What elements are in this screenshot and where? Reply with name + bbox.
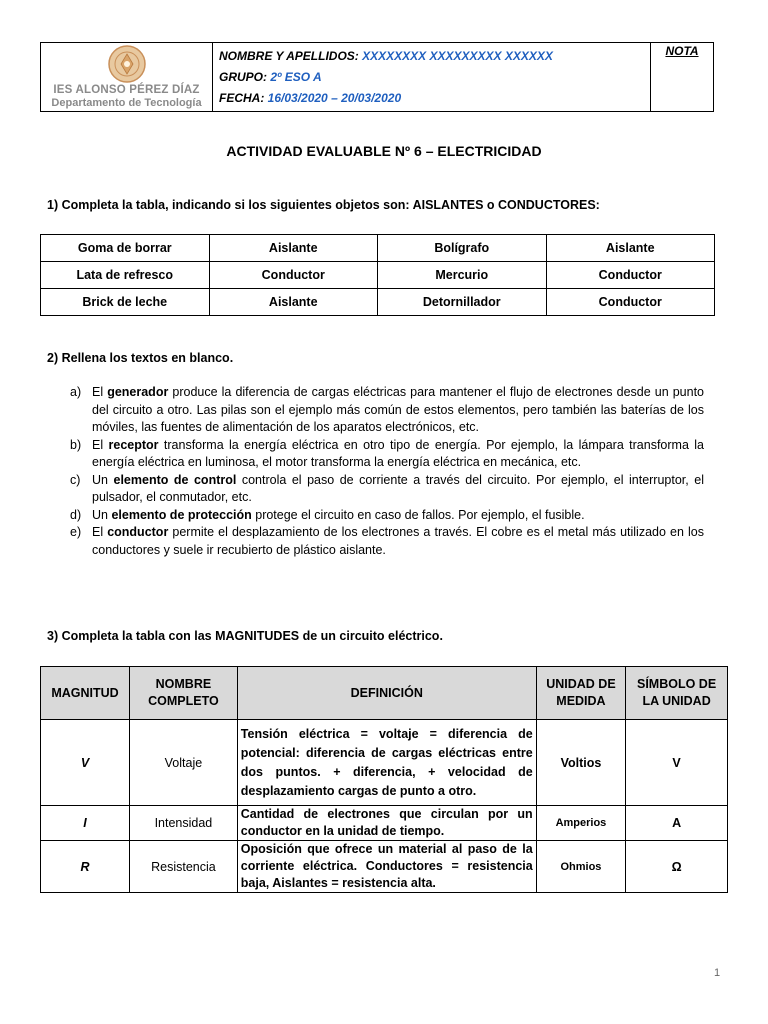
question-2-prompt: 2) Rellena los textos en blanco. <box>47 351 234 365</box>
text-pre: El <box>92 525 108 539</box>
magnitude-cell: R <box>41 841 130 893</box>
material-type-cell: Conductor <box>546 289 715 316</box>
text-pre: El <box>92 385 108 399</box>
text-post: controla el paso de corriente a través del circuito. Por ejemplo, el interruptor, el pulsador, el conmutador, etc. <box>92 472 704 504</box>
question-3-prompt: 3) Completa la tabla con las MAGNITUDES de un circuito eléctrico. <box>47 629 443 643</box>
date-label: FECHA: <box>219 91 265 105</box>
unit-symbol-cell: Ω <box>626 841 728 893</box>
unit-symbol-cell: V <box>626 720 728 806</box>
list-item <box>70 437 704 472</box>
column-header: NOMBRE COMPLETO <box>130 667 238 720</box>
key-term: receptor <box>108 437 159 452</box>
column-header: DEFINICIÓN <box>237 667 536 720</box>
name-label: NOMBRE Y APELLIDOS: <box>219 49 359 63</box>
name-line <box>219 47 650 68</box>
key-term: elemento de protección <box>111 507 252 522</box>
unit-cell: Amperios <box>536 806 625 841</box>
text-post: produce la diferencia de cargas eléctricas para mantener el flujo de electrones desde un punto del circuito a otro. Las pilas son el ejemplo más común de estos elementos, pero también las baterías de los móviles, las fuentes de alimentación de los aparatos electrónicos, etc. <box>92 385 704 434</box>
school-name: IES ALONSO PÉREZ DÍAZ <box>53 84 200 96</box>
text-pre: Un <box>92 507 112 522</box>
magnitudes-table <box>40 666 728 893</box>
text-pre: El <box>92 437 109 452</box>
list-item-text <box>92 524 704 559</box>
magnitude-cell: I <box>41 806 130 841</box>
date-value: 16/03/2020 – 20/03/2020 <box>267 91 402 105</box>
list-item-text <box>92 507 704 525</box>
student-info-cell <box>213 43 651 111</box>
list-item-label: a) <box>70 385 82 399</box>
list-item-label: e) <box>70 525 82 539</box>
material-type-cell: Conductor <box>209 262 378 289</box>
table-row <box>41 289 715 316</box>
column-header: UNIDAD DE MEDIDA <box>536 667 625 720</box>
object-cell: Lata de refresco <box>41 262 210 289</box>
column-header: SÍMBOLO DE LA UNIDAD <box>626 667 728 720</box>
list-item-label: b) <box>70 437 82 452</box>
definition-cell: Tensión eléctrica = voltaje = diferencia de potencial: diferencia de cargas eléctricas entre dos puntos. + diferencia, + velocidad de desplazamiento cargas de punto a otro. <box>237 720 536 806</box>
definition-cell: Oposición que ofrece un material al paso de la corriente eléctrica. Conductores = resistencia baja, Aislantes = resistencia alta. <box>237 841 536 893</box>
table-row <box>41 262 715 289</box>
date-line <box>219 89 650 110</box>
full-name-cell: Voltaje <box>130 720 238 806</box>
list-item <box>70 472 704 507</box>
grade-label: NOTA <box>665 44 699 58</box>
full-name-cell: Intensidad <box>130 806 238 841</box>
object-cell: Bolígrafo <box>378 235 547 262</box>
key-term: generador <box>107 385 169 399</box>
fill-in-list <box>70 384 704 559</box>
material-type-cell: Conductor <box>546 262 715 289</box>
list-item <box>70 524 704 559</box>
school-seal-icon <box>104 44 150 84</box>
school-logo-cell <box>41 43 213 111</box>
list-item <box>70 507 704 525</box>
magnitude-cell: V <box>41 720 130 806</box>
unit-symbol-cell: A <box>626 806 728 841</box>
group-line <box>219 68 650 89</box>
object-cell: Detornillador <box>378 289 547 316</box>
group-value: 2º ESO A <box>270 70 322 84</box>
page-title: ACTIVIDAD EVALUABLE Nº 6 – ELECTRICIDAD <box>226 143 542 159</box>
list-item-text <box>92 472 704 507</box>
conductors-table <box>40 234 715 316</box>
object-cell: Brick de leche <box>41 289 210 316</box>
name-value: XXXXXXXX XXXXXXXXX XXXXXX <box>362 49 553 63</box>
full-name-cell: Resistencia <box>130 841 238 893</box>
material-type-cell: Aislante <box>546 235 715 262</box>
grade-cell <box>651 43 713 111</box>
list-item-text <box>92 437 704 472</box>
table-row <box>41 720 728 806</box>
object-cell: Goma de borrar <box>41 235 210 262</box>
list-item-label: d) <box>70 507 82 522</box>
object-cell: Mercurio <box>378 262 547 289</box>
table-row <box>41 235 715 262</box>
material-type-cell: Aislante <box>209 235 378 262</box>
material-type-cell: Aislante <box>209 289 378 316</box>
key-term: conductor <box>107 525 169 539</box>
question-1-prompt: 1) Completa la tabla, indicando si los siguientes objetos son: AISLANTES o CONDUCTORES: <box>47 198 600 212</box>
key-term: elemento de control <box>113 472 237 487</box>
text-post: permite el desplazamiento de los electrones a través. El cobre es el metal más utilizado en los conductores y suele ir recubierto de plástico aislante. <box>92 525 704 557</box>
department-name: Departamento de Tecnología <box>51 97 202 109</box>
text-pre: Un <box>92 472 114 487</box>
page-number: 1 <box>714 967 721 979</box>
magnitudes-header-row <box>41 667 728 720</box>
header-box <box>40 42 714 112</box>
text-post: protege el circuito en caso de fallos. Por ejemplo, el fusible. <box>251 507 585 522</box>
list-item-label: c) <box>70 472 81 487</box>
table-row <box>41 841 728 893</box>
list-item-text <box>92 384 704 437</box>
list-item <box>70 384 704 437</box>
unit-cell: Ohmios <box>536 841 625 893</box>
definition-cell: Cantidad de electrones que circulan por un conductor en la unidad de tiempo. <box>237 806 536 841</box>
column-header: MAGNITUD <box>41 667 130 720</box>
unit-cell: Voltios <box>536 720 625 806</box>
group-label: GRUPO: <box>219 70 267 84</box>
text-post: transforma la energía eléctrica en otro tipo de energía. Por ejemplo, la lámpara transforma la energía eléctrica en luminosa, el motor transforma la energía eléctrica en mecánica, etc. <box>92 437 704 469</box>
table-row <box>41 806 728 841</box>
